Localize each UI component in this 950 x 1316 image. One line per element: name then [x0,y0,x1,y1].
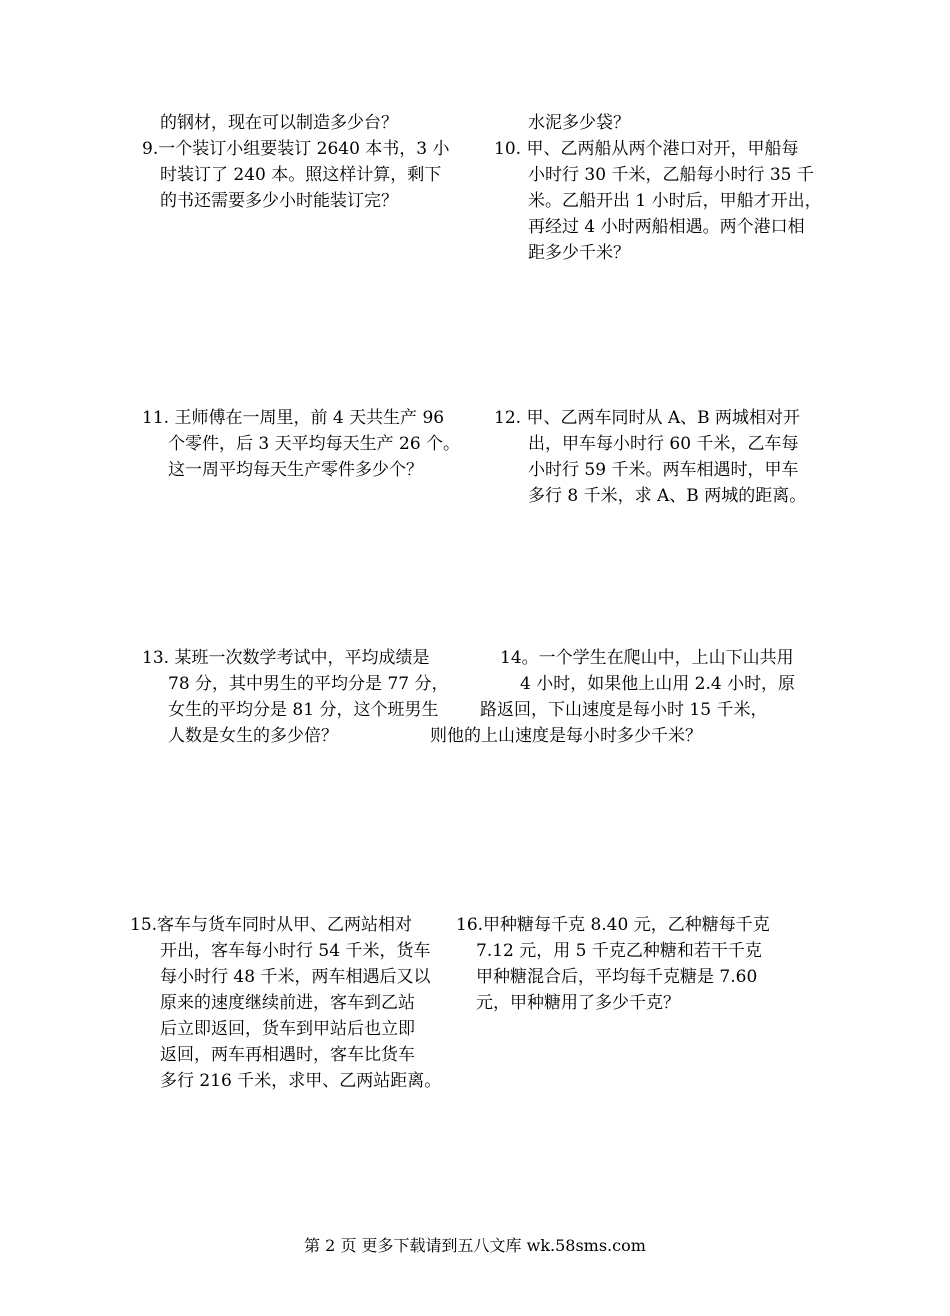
problem-14-line-3: 路返回，下山速度是每小时 15 千米， [480,700,768,720]
problem-13-line-2: 78 分，其中男生的平均分是 77 分， [168,674,449,694]
problem-11-line-2: 个零件，后 3 天平均每天生产 26 个。 [168,434,461,454]
problem-16-line-3: 甲种糖混合后，平均每千克糖是 7.60 [476,967,758,987]
problem-10-line-3: 米。乙船开出 1 小时后，甲船才开出， [528,191,822,211]
problem-16-line-1: 16.甲种糖每千克 8.40 元，乙种糖每千克 [456,915,770,935]
problem-13-line-3: 女生的平均分是 81 分，这个班男生 [168,700,439,720]
problem-13-line-4: 人数是女生的多少倍？ [168,726,338,746]
problem-12-line-4: 多行 8 千米，求 A、B 两城的距离。 [528,486,807,506]
problem-15-line-2: 开出，客车每小时行 54 千米，货车 [160,941,431,961]
problem-8-continuation: 的钢材，现在可以制造多少台？ [160,113,398,133]
problem-9-line-1: 9.一个装订小组要装订 2640 本书，3 小 [142,139,450,159]
problem-14-line-1: 14。一个学生在爬山中，上山下山共用 [500,648,794,668]
problem-10-line-4: 再经过 4 小时两船相遇。两个港口相 [528,217,805,237]
problem-16-line-4: 元，甲种糖用了多少千克？ [476,993,680,1013]
problem-15-line-1: 15.客车与货车同时从甲、乙两站相对 [130,915,413,935]
problem-15-line-5: 后立即返回，货车到甲站后也立即 [160,1019,415,1039]
problem-13-line-1: 13. 某班一次数学考试中，平均成绩是 [142,648,430,668]
problem-10-line-1: 10. 甲、乙两船从两个港口对开，甲船每 [494,139,799,159]
problem-12-line-3: 小时行 59 千米。两车相遇时，甲车 [528,460,799,480]
problem-14-line-4: 则他的上山速度是每小时多少千米？ [430,726,702,746]
problem-15-line-3: 每小时行 48 千米，两车相遇后又以 [160,967,431,987]
problem-9-line-2: 时装订了 240 本。照这样计算，剩下 [160,165,442,185]
right-continuation: 水泥多少袋？ [528,113,630,133]
problem-10-line-5: 距多少千米？ [528,243,630,263]
problem-11-line-3: 这一周平均每天生产零件多少个？ [168,460,423,480]
problem-12-line-1: 12. 甲、乙两车同时从 A、B 两城相对开 [494,408,801,428]
page-footer: 第 2 页 更多下载请到五八文库 wk.58sms.com [304,1236,646,1255]
problem-15-line-7: 多行 216 千米，求甲、乙两站距离。 [160,1071,442,1091]
problem-12-line-2: 出，甲车每小时行 60 千米，乙车每 [528,434,799,454]
problem-15-line-6: 返回，两车再相遇时，客车比货车 [160,1045,415,1065]
problem-14-line-2: 4 小时，如果他上山用 2.4 小时，原 [520,674,796,694]
problem-16-line-2: 7.12 元，用 5 千克乙种糖和若干千克 [476,941,762,961]
problem-10-line-2: 小时行 30 千米，乙船每小时行 35 千 [528,165,814,185]
problem-15-line-4: 原来的速度继续前进，客车到乙站 [160,993,415,1013]
problem-9-line-3: 的书还需要多少小时能装订完？ [160,191,398,211]
problem-11-line-1: 11. 王师傅在一周里，前 4 天共生产 96 [142,408,445,428]
